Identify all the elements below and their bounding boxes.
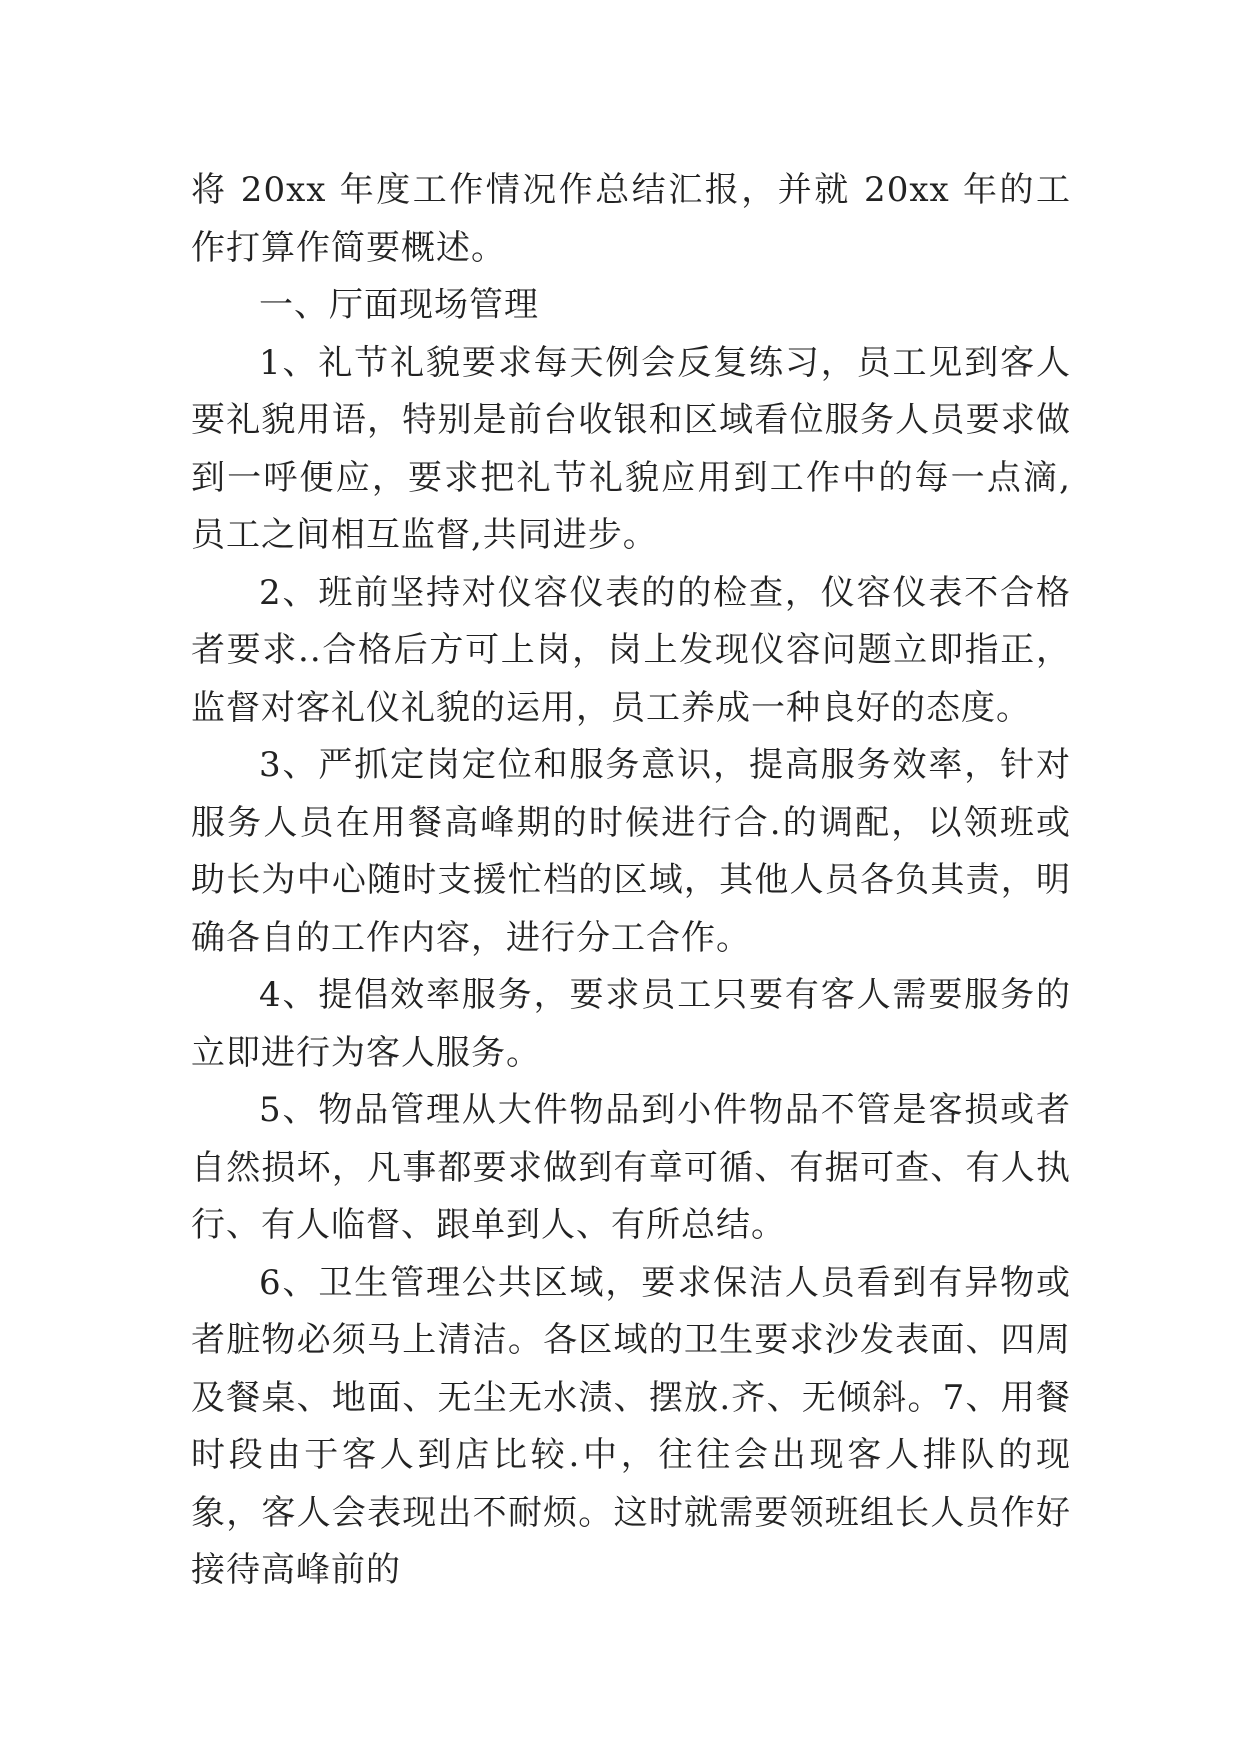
list-item-3: 3、严抓定岗定位和服务意识，提高服务效率，针对服务人员在用餐高峰期的时候进行合.的调配，以领班或助长为中心随时支援忙档的区域，其他人员各负其责，明确各自的工作内容，进行分工合作。	[191, 745, 1071, 958]
list-item-1: 1、礼节礼貌要求每天例会反复练习，员工见到客人要礼貌用语，特别是前台收银和区域看位服务人员要求做到一呼便应，要求把礼节礼貌应用到工作中的每一点滴,员工之间相互监督,共同进步。	[191, 342, 1071, 555]
list-item-6: 6、卫生管理公共区域，要求保洁人员看到有异物或者脏物必须马上清洁。各区域的卫生要求沙发表面、四周及餐桌、地面、无尘无水渍、摆放.齐、无倾斜。7、用餐时段由于客人到店比较.中，往往会出现客人排队的现象，客人会表现出不耐烦。这时就需要领班组长人员作好接待高峰前的	[191, 1262, 1071, 1590]
document-body	[191, 162, 1071, 1600]
section-heading: 一、厅面现场管理	[259, 285, 539, 325]
list-item-5: 5、物品管理从大件物品到小件物品不管是客损或者自然损坏，凡事都要求做到有章可循、有据可查、有人执行、有人临督、跟单到人、有所总结。	[191, 1090, 1071, 1245]
list-item-4: 4、提倡效率服务，要求员工只要有客人需要服务的立即进行为客人服务。	[191, 975, 1071, 1073]
intro-paragraph: 将 20xx 年度工作情况作总结汇报，并就 20xx 年的工作打算作简要概述。	[191, 170, 1071, 268]
list-item-2: 2、班前坚持对仪容仪表的的检查，仪容仪表不合格者要求..合格后方可上岗，岗上发现仪容问题立即指正，监督对客礼仪礼貌的运用，员工养成一种良好的态度。	[191, 572, 1071, 728]
